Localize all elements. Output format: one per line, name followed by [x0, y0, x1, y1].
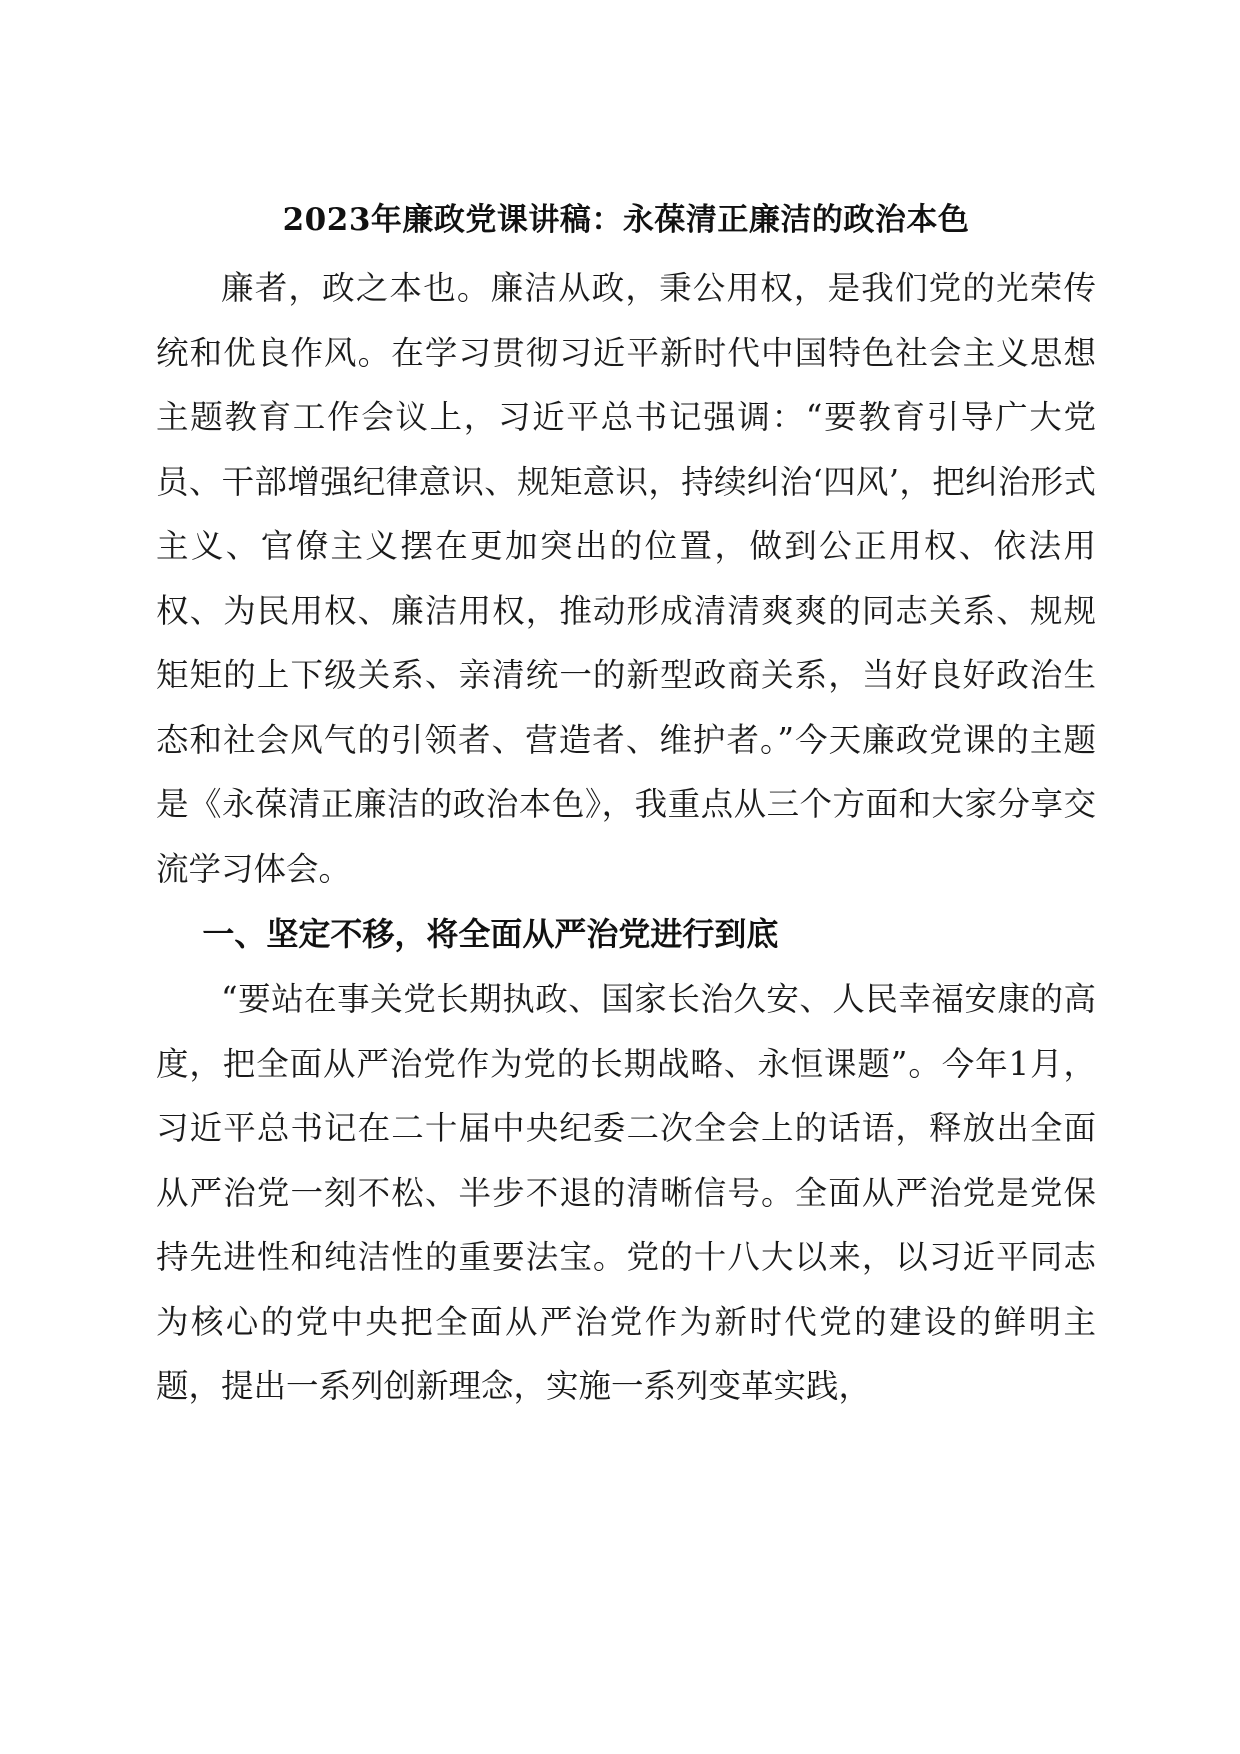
section-1-paragraph: “要站在事关党长期执政、国家长治久安、人民幸福安康的高度，把全面从严治党作为党的长期战略、永恒课题”。今年1月，习近平总书记在二十届中央纪委二次全会上的话语，释放出全面从严治党一刻不松、半步不退的清晰信号。全面从严治党是党保持先进性和纯洁性的重要法宝。党的十八大以来，以习近平同志为核心的党中央把全面从严治党作为新时代党的建设的鲜明主题，提出一系列创新理念，实施一系列变革实践，: [156, 980, 1096, 1405]
document-body: [156, 190, 1096, 1419]
document-title: 2023年廉政党课讲稿：永葆清正廉洁的政治本色: [282, 202, 970, 238]
intro-paragraph: 廉者，政之本也。廉洁从政，秉公用权，是我们党的光荣传统和优良作风。在学习贯彻习近平新时代中国特色社会主义思想主题教育工作会议上，习近平总书记强调：“要教育引导广大党员、干部增强纪律意识、规矩意识，持续纠治‘四风’，把纠治形式主义、官僚主义摆在更加突出的位置，做到公正用权、依法用权、为民用权、廉洁用权，推动形成清清爽爽的同志关系、规规矩矩的上下级关系、亲清统一的新型政商关系，当好良好政治生态和社会风气的引领者、营造者、维护者。”今天廉政党课的主题是《永葆清正廉洁的政治本色》，我重点从三个方面和大家分享交流学习体会。: [156, 269, 1096, 888]
section-heading-1: 一、坚定不移，将全面从严治党进行到底: [202, 915, 779, 953]
